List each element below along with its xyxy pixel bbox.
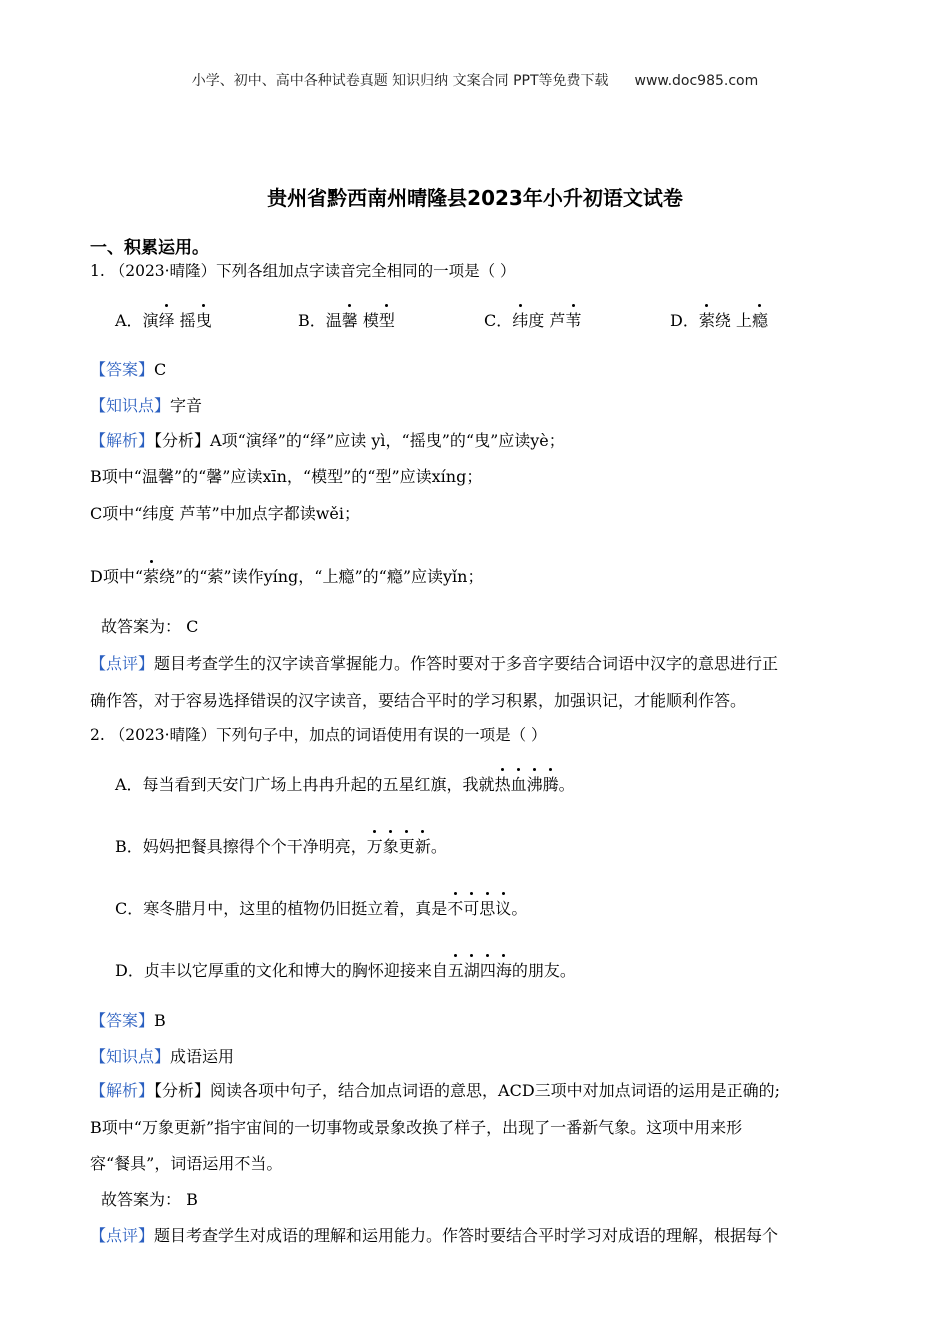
q1-stem: 1. （2023·晴隆）下列各组加点字读音完全相同的一项是（ ） xyxy=(90,262,516,280)
q2-knowledge: 【知识点】成语运用 xyxy=(90,1047,235,1066)
q1-answer: 【答案】C xyxy=(90,360,167,379)
q1-comment-1: 【点评】题目考查学生的汉字读音掌握能力。作答时要对于多音字要结合词语中汉字的意思进行正 xyxy=(90,654,779,673)
q2-answer: 【答案】B xyxy=(90,1011,166,1030)
q2-analysis-3: 容“餐具”，词语运用不当。 xyxy=(90,1154,283,1173)
q2-analysis-2: B项中“万象更新”指宇宙间的一切事物或景象改换了样子，出现了一番新气象。这项中用来形 xyxy=(90,1118,743,1137)
q1-analysis-1: 【解析】【分析】A项“演绎”的“绎”应读 yì，“摇曳”的“曳”应读yè； xyxy=(90,431,565,450)
q1-option-b: B．温馨 模型 xyxy=(298,308,395,331)
q1-final-answer: 故答案为： C xyxy=(101,617,199,636)
header-url[interactable]: www.doc985.com xyxy=(634,73,759,89)
q2-option-a: A．每当看到天安门广场上冉冉升起的五星红旗，我就热血沸腾。 xyxy=(115,772,575,795)
q1-analysis-3: C项中“纬度 芦苇”中加点字都读wěi； xyxy=(90,504,360,523)
q1-option-d: D．萦绕 上瘾 xyxy=(670,308,768,331)
q2-comment-1: 【点评】题目考查学生对成语的理解和运用能力。作答时要结合平时学习对成语的理解，根据每个 xyxy=(90,1226,779,1245)
q1-analysis-2: B项中“温馨”的“馨”应读xīn，“模型”的“型”应读xíng； xyxy=(90,467,483,486)
page-header xyxy=(0,70,950,90)
q2-option-c: C．寒冬腊月中，这里的植物仍旧挺立着，真是不可思议。 xyxy=(115,896,527,919)
q1-comment-2: 确作答，对于容易选择错误的汉字读音，要结合平时的学习积累，加强识记，才能顺利作答。 xyxy=(90,691,747,710)
q1-knowledge: 【知识点】字音 xyxy=(90,396,203,415)
q1-option-a: A．演绎 摇曳 xyxy=(115,308,212,331)
q1-analysis-4: D项中“萦绕”的“萦”读作yíng，“上瘾”的“瘾”应读yǐn； xyxy=(90,564,483,587)
q2-final-answer: 故答案为： B xyxy=(101,1190,198,1209)
q2-stem: 2. （2023·晴隆）下列句子中，加点的词语使用有误的一项是（ ） xyxy=(90,726,547,744)
q1-option-c: C．纬度 芦苇 xyxy=(484,308,581,331)
exam-title: 贵州省黔西南州晴隆县2023年小升初语文试卷 xyxy=(267,186,683,210)
header-text: 小学、初中、高中各种试卷真题 知识归纳 文案合同 PPT等免费下载 xyxy=(191,73,609,89)
q2-option-b: B．妈妈把餐具擦得个个干净明亮，万象更新。 xyxy=(115,834,447,857)
q2-option-d: D．贞丰以它厚重的文化和博大的胸怀迎接来自五湖四海的朋友。 xyxy=(115,958,576,981)
q2-analysis-1: 【解析】【分析】阅读各项中句子，结合加点词语的意思，ACD三项中对加点词语的运用是正确的; xyxy=(90,1081,781,1100)
section-heading: 一、积累运用。 xyxy=(90,238,209,258)
